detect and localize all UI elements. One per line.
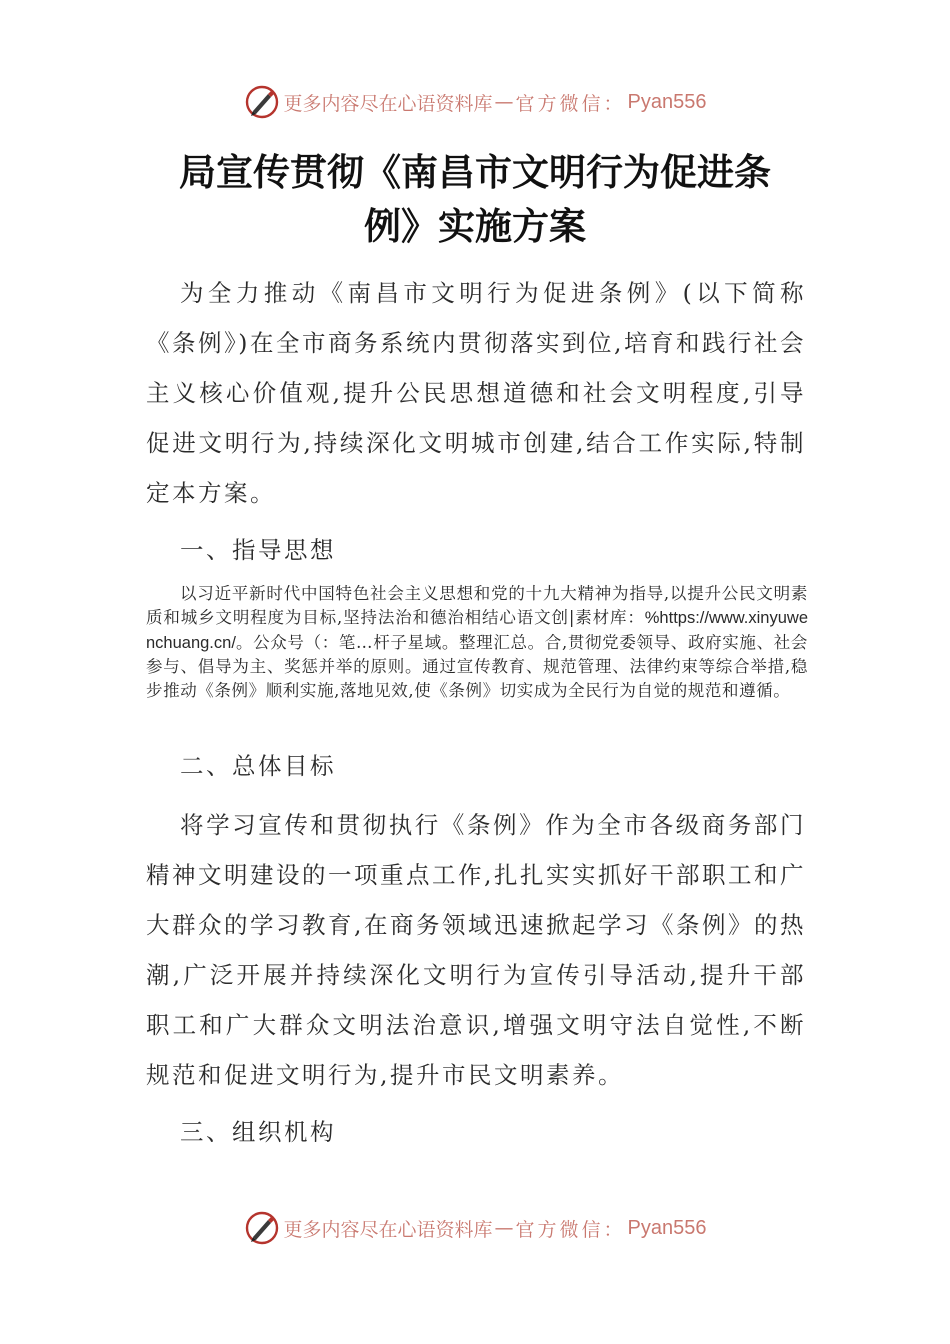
section-1-url: %https://www.xinyuwenchuang.cn/ [146, 608, 808, 652]
title-line-1: 局宣传贯彻《南昌市文明行为促进条 [179, 151, 771, 194]
banner-separator: — [494, 1217, 514, 1239]
banner-label: 官方微信： [515, 92, 626, 115]
section-1-paragraph [146, 582, 808, 703]
section-1-text-b: 。公众号（：笔…杆子星域。整理汇总。合,贯彻党委领导、政府实施、社会参与、倡导为主、奖惩并举的原则。通过宣传教育、规范管理、法律约束等综合举措,稳步推动《条例》顺利实施,落地见效,使《条例》切实成为全民行为自觉的规范和遵循。 [146, 632, 808, 701]
section-2-heading: 二、总体目标 [180, 752, 336, 780]
pen-logo-icon [244, 84, 280, 120]
section-3-heading: 三、组织机构 [180, 1118, 336, 1146]
banner-label: 官方微信： [515, 1218, 626, 1241]
pen-logo-icon [244, 1210, 280, 1246]
banner-brand: 更多内容尽在心语资料库 [283, 92, 493, 115]
section-1-heading: 一、指导思想 [180, 536, 336, 564]
banner-separator: — [494, 91, 514, 113]
header-banner [0, 82, 950, 122]
intro-paragraph: 为全力推动《南昌市文明行为促进条例》(以下简称《条例》)在全市商务系统内贯彻落实到位,培育和践行社会主义核心价值观,提升公民思想道德和社会文明程度,引导促进文明行为,持续深化文明城市创建,结合工作实际,特制定本方案。 [146, 279, 806, 507]
banner-wechat-id: Pyan556 [627, 90, 707, 113]
banner-wechat-id: Pyan556 [627, 1216, 707, 1239]
title-line-2: 例》实施方案 [364, 205, 586, 248]
section-2-paragraph: 将学习宣传和贯彻执行《条例》作为全市各级商务部门精神文明建设的一项重点工作,扎扎实实抓好干部职工和广大群众的学习教育,在商务领域迅速掀起学习《条例》的热潮,广泛开展并持续深化文明行为宣传引导活动,提升干部职工和广大群众文明法治意识,增强文明守法自觉性,不断规范和促进文明行为,提升市民文明素养。 [146, 811, 806, 1089]
document-title [150, 146, 800, 254]
footer-banner [0, 1208, 950, 1248]
section-1-text-a: 以习近平新时代中国特色社会主义思想和党的十九大精神为指导,以提升公民文明素质和城乡文明程度为目标,坚持法治和德治相结心语文创|素材库： [146, 584, 808, 627]
banner-brand: 更多内容尽在心语资料库 [283, 1218, 493, 1241]
